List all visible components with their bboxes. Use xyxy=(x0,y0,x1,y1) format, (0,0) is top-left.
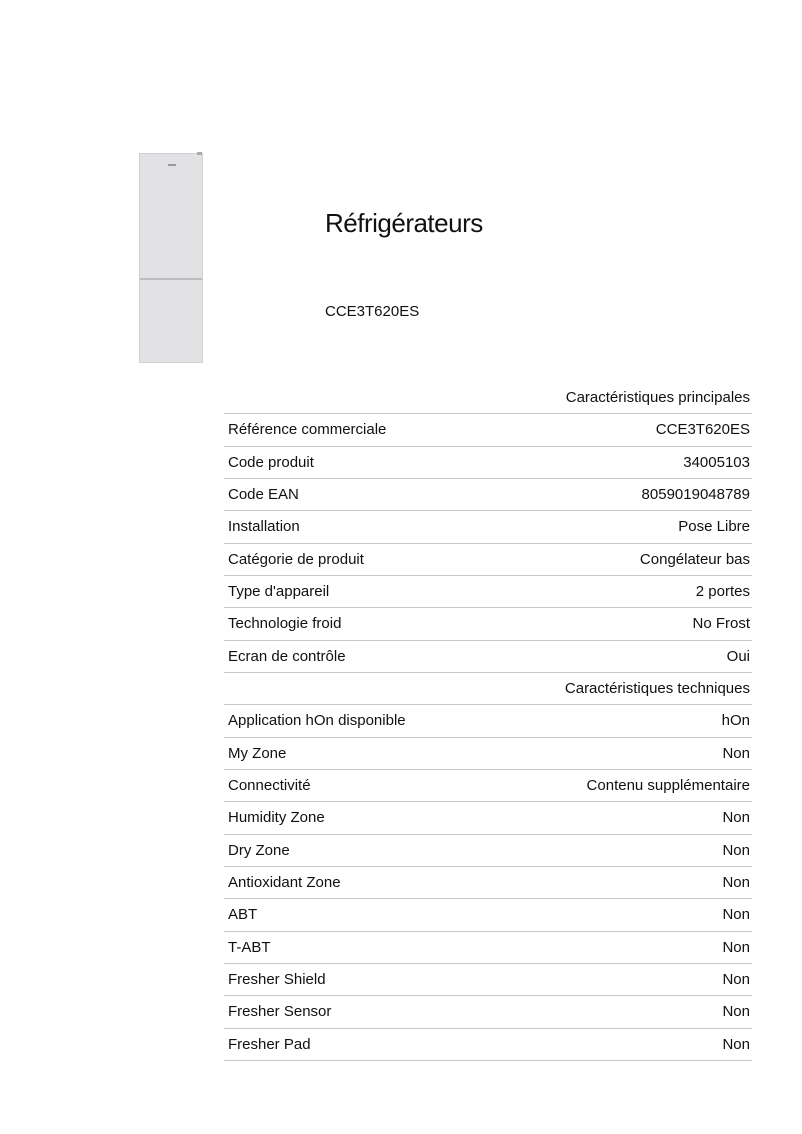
spec-row xyxy=(224,414,752,446)
spec-table xyxy=(224,382,752,1061)
spec-label: Dry Zone xyxy=(228,841,290,859)
spec-row xyxy=(224,576,752,608)
spec-label: Code EAN xyxy=(228,486,299,504)
spec-value: Non xyxy=(722,1035,750,1053)
section-title: Caractéristiques principales xyxy=(565,389,750,407)
spec-value: Contenu supplémentaire xyxy=(586,777,750,795)
spec-row xyxy=(224,835,752,867)
spec-value: Non xyxy=(722,938,750,956)
page-title: Réfrigérateurs xyxy=(325,208,483,238)
spec-label: T-ABT xyxy=(228,938,271,956)
spec-label: Humidity Zone xyxy=(228,809,325,827)
spec-row xyxy=(224,511,752,543)
spec-row xyxy=(224,964,752,996)
spec-label: Fresher Pad xyxy=(228,1035,311,1053)
spec-value: Non xyxy=(722,874,750,892)
spec-value: Oui xyxy=(726,647,750,665)
spec-label: Ecran de contrôle xyxy=(228,647,346,665)
product-model: CCE3T620ES xyxy=(325,303,420,320)
spec-value: Pose Libre xyxy=(678,518,750,536)
spec-label: Fresher Shield xyxy=(228,971,326,989)
product-image xyxy=(139,153,203,363)
spec-row xyxy=(224,899,752,931)
spec-label: Fresher Sensor xyxy=(228,1003,332,1021)
spec-row xyxy=(224,867,752,899)
spec-value: Non xyxy=(722,1003,750,1021)
spec-value: 2 portes xyxy=(695,583,750,601)
spec-label: Installation xyxy=(228,518,300,536)
spec-row xyxy=(224,802,752,834)
spec-label: Référence commerciale xyxy=(228,421,387,439)
spec-label: Code produit xyxy=(228,453,314,471)
spec-value: Non xyxy=(722,841,750,859)
spec-row xyxy=(224,479,752,511)
spec-row xyxy=(224,996,752,1028)
spec-value: Non xyxy=(722,906,750,924)
spec-value: Non xyxy=(722,809,750,827)
spec-label: Catégorie de produit xyxy=(228,550,364,568)
spec-value: Non xyxy=(722,971,750,989)
spec-label: ABT xyxy=(228,906,258,924)
spec-row xyxy=(224,1029,752,1061)
spec-label: Application hOn disponible xyxy=(228,712,406,730)
spec-value: Non xyxy=(722,744,750,762)
fridge-hinge xyxy=(197,152,202,155)
spec-row xyxy=(224,770,752,802)
spec-row xyxy=(224,641,752,673)
spec-row xyxy=(224,447,752,479)
spec-value: hOn xyxy=(721,712,750,730)
spec-value: 8059019048789 xyxy=(641,486,750,504)
spec-row xyxy=(224,544,752,576)
spec-row xyxy=(224,738,752,770)
spec-row xyxy=(224,608,752,640)
spec-value: Congélateur bas xyxy=(639,550,750,568)
spec-label: Type d'appareil xyxy=(228,583,330,601)
spec-label: Antioxidant Zone xyxy=(228,874,341,892)
spec-row xyxy=(224,705,752,737)
fridge-door-split xyxy=(140,278,202,280)
spec-value: No Frost xyxy=(692,615,750,633)
spec-label: Technologie froid xyxy=(228,615,342,633)
spec-label: My Zone xyxy=(228,744,287,762)
fridge-logo xyxy=(168,164,176,166)
spec-row xyxy=(224,932,752,964)
spec-value: CCE3T620ES xyxy=(655,421,750,439)
spec-value: 34005103 xyxy=(683,453,750,471)
spec-label: Connectivité xyxy=(228,777,311,795)
section-title: Caractéristiques techniques xyxy=(564,680,750,698)
section-header xyxy=(224,673,752,705)
section-header xyxy=(224,382,752,414)
